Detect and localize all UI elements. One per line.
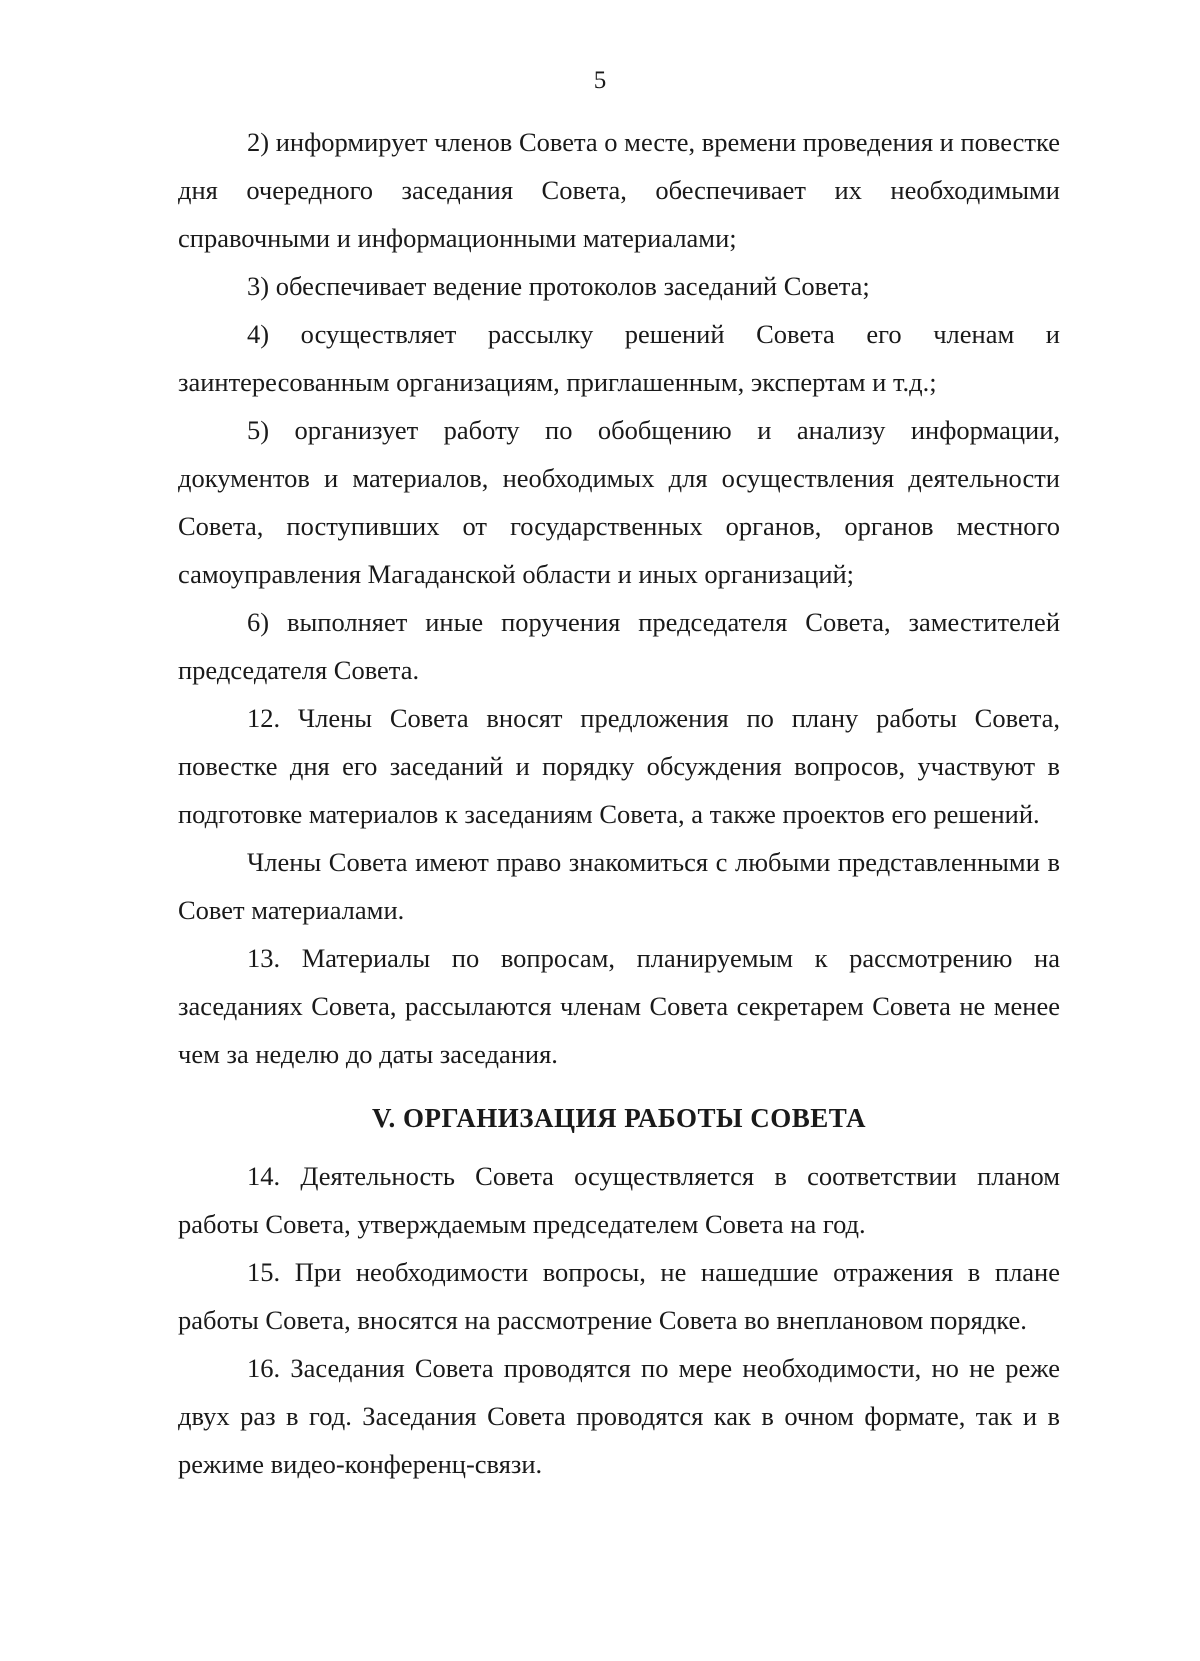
paragraph-item-4: 4) осуществляет рассылку решений Совета его членам и заинтересованным организациям, приглашенным, экспертам и т.д.; xyxy=(178,319,1060,397)
document-body xyxy=(178,118,1060,1488)
paragraph-item-5: 5) организует работу по обобщению и анализу информации, документов и материалов, необходимых для осуществления деятельности Совета, поступивших от государственных органов, органов местного самоуправления Магаданской области и иных организаций; xyxy=(178,415,1060,589)
paragraph-item-3: 3) обеспечивает ведение протоколов заседаний Совета; xyxy=(247,271,870,301)
paragraph-clause-12: 12. Члены Совета вносят предложения по плану работы Совета, повестке дня его заседаний и порядку обсуждения вопросов, участвуют в подготовке материалов к заседаниям Совета, а также проектов его решений. xyxy=(178,703,1060,829)
page-number: 5 xyxy=(593,67,607,94)
paragraph-clause-14: 14. Деятельность Совета осуществляется в соответствии планом работы Совета, утверждаемым председателем Совета на год. xyxy=(178,1161,1060,1239)
paragraph-item-2: 2) информирует членов Совета о месте, времени проведения и повестке дня очередного заседания Совета, обеспечивает их необходимыми справочными и информационными материалами; xyxy=(178,127,1060,253)
paragraph-clause-15: 15. При необходимости вопросы, не нашедшие отражения в плане работы Совета, вносятся на рассмотрение Совета во внеплановом порядке. xyxy=(178,1257,1060,1335)
paragraph-members-rights: Члены Совета имеют право знакомиться с любыми представленными в Совет материалами. xyxy=(178,847,1060,925)
paragraph-clause-16: 16. Заседания Совета проводятся по мере необходимости, но не реже двух раз в год. Заседания Совета проводятся как в очном формате, так и в режиме видео-конференц-связи. xyxy=(178,1353,1060,1479)
paragraph-item-6: 6) выполняет иные поручения председателя Совета, заместителей председателя Совета. xyxy=(178,607,1060,685)
section-heading: V. ОРГАНИЗАЦИЯ РАБОТЫ СОВЕТА xyxy=(372,1103,866,1133)
paragraph-clause-13: 13. Материалы по вопросам, планируемым к рассмотрению на заседаниях Совета, рассылаются членам Совета секретарем Совета не менее чем за неделю до даты заседания. xyxy=(178,943,1060,1069)
